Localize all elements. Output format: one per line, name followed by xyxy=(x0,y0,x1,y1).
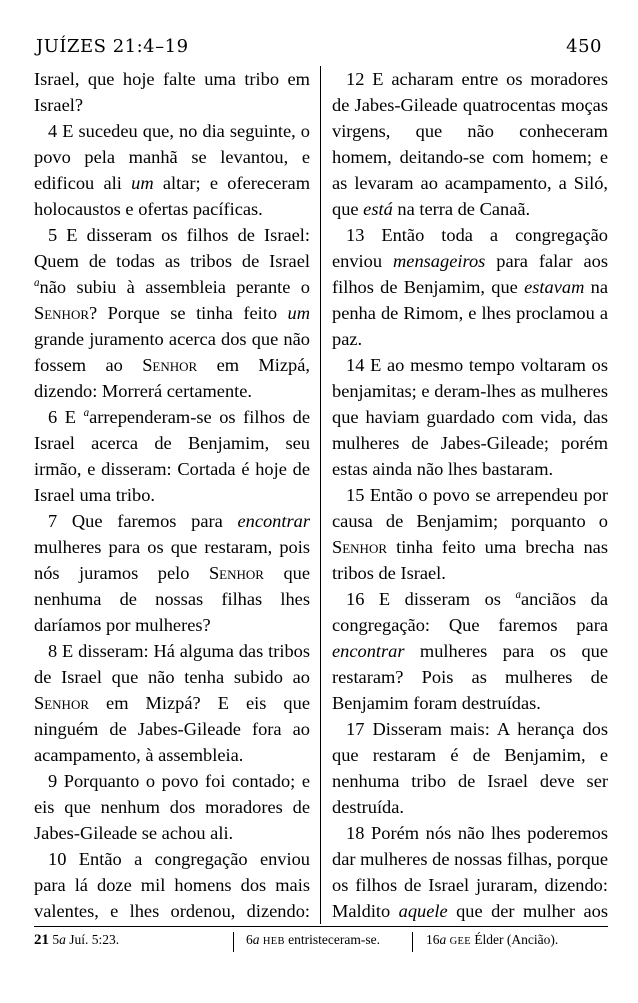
left-column xyxy=(34,66,310,924)
verse-text: um xyxy=(131,173,154,193)
text-columns xyxy=(34,66,608,924)
verse-text: mensageiros xyxy=(393,251,486,271)
verse-text: em Mizpá, dizendo: Morrerá certamente. xyxy=(34,355,310,401)
verse-text: que der mulher aos xyxy=(456,901,608,921)
footnote-marker: a xyxy=(515,588,521,601)
verse-paragraph xyxy=(332,586,608,716)
verse-text: 5 E disseram os filhos de Israel: Quem de todas as tribos de Israel xyxy=(34,225,310,271)
footnote-chapter: 21 xyxy=(34,932,49,948)
verse-text: estavam xyxy=(524,277,585,297)
verse-text: na terra de Canaã. xyxy=(392,199,531,219)
footnote-1-letter: a xyxy=(59,932,66,947)
verse-paragraph xyxy=(34,846,310,924)
footnote-marker: a xyxy=(83,406,90,419)
verse-text: em Mizpá? E eis que ninguém de Jabes-Gileade fora ao acampamento, à assembleia. xyxy=(34,693,310,765)
verse-text: arrependeram-se os filhos de Israel acerca de Benjamim, seu irmão, e disseram: Cortada é hoje de Israel uma tribo. xyxy=(34,407,310,505)
verse-text: para falar aos filhos de Benjamim, que xyxy=(332,251,608,297)
running-title: JUÍZES 21:4–19 xyxy=(36,36,189,57)
verse-paragraph xyxy=(34,638,310,768)
running-header xyxy=(36,36,602,60)
verse-text: aquele xyxy=(398,901,448,921)
footnote-3 xyxy=(426,932,558,948)
verse-text: na penha de Rimom, e lhes proclamou a paz. xyxy=(332,277,608,349)
footnote-3-tag: GEE xyxy=(449,936,471,947)
footnote-1 xyxy=(34,932,119,949)
footnote-separator xyxy=(233,932,234,952)
verse-text: 14 E ao mesmo tempo voltaram os benjamitas; e deram-lhes as mulheres que haviam guardado com vida, das mulheres de Jabes-Gileade; porém estas ainda não lhes bastaram. xyxy=(332,355,608,479)
footnote-rule xyxy=(34,926,608,927)
verse-text: 7 Que faremos para xyxy=(48,511,238,531)
verse-text: mulheres para os que restaram, pois nós juramos pelo xyxy=(34,537,310,583)
footnote-2-ref: 6 xyxy=(246,932,253,947)
verse-text: 6 E xyxy=(48,407,84,427)
verse-paragraph xyxy=(332,352,608,482)
verse-text: 10 Então a congregação enviou para lá doze mil homens dos mais valentes, e lhes ordenou, dizendo: xyxy=(34,849,310,921)
verse-paragraph xyxy=(34,404,310,508)
divine-name: Senhor xyxy=(208,563,264,583)
verse-text: ? Porque se tinha feito xyxy=(89,303,288,323)
footnote-2-tag: HEB xyxy=(262,936,285,947)
divine-name: Senhor xyxy=(34,303,90,323)
verse-text: altar; e ofereceram holocaustos e ofertas pacíficas. xyxy=(34,173,310,219)
verse-text: grande juramento acerca dos que não fossem ao xyxy=(34,329,310,375)
verse-paragraph xyxy=(34,118,310,222)
verse-text: um xyxy=(287,303,310,323)
verse-text: 13 Então toda a congregação enviou xyxy=(332,225,608,271)
verse-text: está xyxy=(363,199,393,219)
verse-paragraph xyxy=(332,716,608,820)
verse-text: encontrar xyxy=(237,511,310,531)
footnote-3-text: Élder (Ancião). xyxy=(474,932,559,947)
verse-text: não subiu à assembleia perante o xyxy=(39,277,310,297)
footnote-2-text: entristeceram-se. xyxy=(288,932,380,947)
divine-name: Senhor xyxy=(332,537,388,557)
verse-paragraph xyxy=(34,222,310,404)
verse-text: que nenhuma de nossas filhas lhes daríamos por mulheres? xyxy=(34,563,310,635)
page-number: 450 xyxy=(566,36,602,57)
footnote-separator xyxy=(412,932,413,952)
footnote-2-letter: a xyxy=(252,932,260,947)
verse-text: 8 E disseram: Há alguma das tribos de Israel que não tenha subido ao xyxy=(34,641,310,687)
footnote-marker: a xyxy=(34,276,40,289)
footnote-2 xyxy=(246,932,380,948)
verse-text: Israel, que hoje falte uma tribo em Israel? xyxy=(34,69,310,115)
verse-paragraph xyxy=(34,508,310,638)
verse-text: 15 Então o povo se arrependeu por causa de Benjamim; porquanto o xyxy=(332,485,608,531)
divine-name: Senhor xyxy=(34,693,90,713)
verse-text: 17 Disseram mais: A herança dos que restaram é de Benjamim, e nenhuma tribo de Israel deve ser destruída. xyxy=(332,719,608,817)
footnote-3-letter: a xyxy=(439,932,447,947)
verse-paragraph xyxy=(332,820,608,924)
verse-text: 9 Porquanto o povo foi contado; e eis que nenhum dos moradores de Jabes-Gileade se achou ali. xyxy=(34,771,310,843)
footnote-1-text: Juí. 5:23. xyxy=(69,932,120,947)
divine-name: Senhor xyxy=(142,355,198,375)
footnote-3-ref: 16 xyxy=(426,932,440,947)
verse-text: 16 E disseram os xyxy=(346,589,516,609)
verse-text: 4 E sucedeu que, no dia seguinte, o povo pela manhã se levantou, e edificou ali xyxy=(34,121,310,193)
verse-paragraph xyxy=(332,482,608,586)
footnotes xyxy=(34,932,608,954)
verse-text: 18 Porém nós não lhes poderemos dar mulheres de nossas filhas, porque os filhos de Israel juraram, dizendo: Maldito xyxy=(332,823,608,921)
verse-paragraph xyxy=(332,222,608,352)
right-column xyxy=(332,66,608,924)
verse-paragraph xyxy=(332,66,608,222)
verse-text: 12 E acharam entre os moradores de Jabes-Gileade quatrocentas moças virgens, que não conheceram homem, deitando-se com homem; e as levaram ao acampamento, a Siló, que xyxy=(332,69,608,219)
verse-paragraph xyxy=(34,66,310,118)
verse-paragraph xyxy=(34,768,310,846)
verse-text: anciãos da congregação: Que faremos para xyxy=(332,589,608,635)
verse-text: encontrar xyxy=(332,641,405,661)
verse-text: mulheres para os que restaram? Pois as mulheres de Benjamim foram destruídas. xyxy=(332,641,608,713)
verse-text: tinha feito uma brecha nas tribos de Israel. xyxy=(332,537,608,583)
column-divider xyxy=(320,66,321,924)
footnote-1-ref: 5 xyxy=(52,932,60,947)
